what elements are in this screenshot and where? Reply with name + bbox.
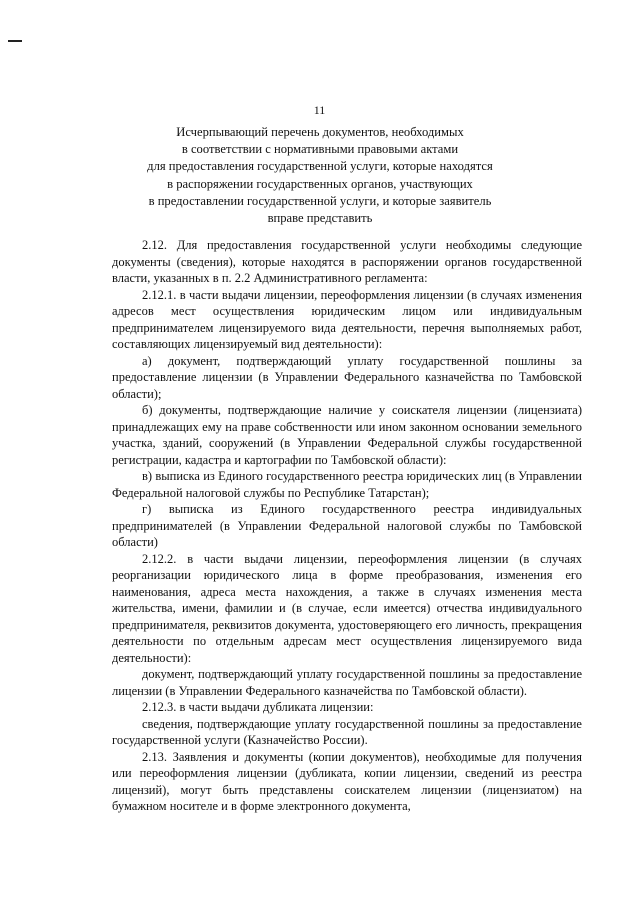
paragraph-2-12-3: 2.12.3. в части выдачи дубликата лицензии:: [142, 700, 374, 714]
scan-artifact-mark: [8, 40, 22, 42]
heading-line: для предоставления государственной услуги, которые находятся: [147, 159, 493, 174]
heading-line: вправе представить: [267, 211, 373, 226]
paragraph-2-12: 2.12. Для предоставления государственной услуги необходимы следующие документы (сведения), которые находятся в распоряжении органов государственной власти, указанных в п. 2.2 Административного регламента:: [112, 238, 582, 285]
section-heading: [110, 124, 530, 227]
document-body: [112, 237, 582, 815]
paragraph-item-b: б) документы, подтверждающие наличие у соискателя лицензии (лицензиата) принадлежащих ему на праве собственности или ином законном основании земельного участка, зданий, сооружений (в Управлении Федеральной службы государственной регистрации, кадастра и картографии по Тамбовской области):: [112, 403, 582, 467]
heading-line: в соответствии с нормативными правовыми актами: [181, 142, 459, 157]
paragraph-fee-info: сведения, подтверждающие уплату государственной пошлины за предоставление государственной услуги (Казначейство России).: [112, 716, 582, 747]
heading-line: в предоставлении государственной услуги, и которые заявитель: [148, 193, 492, 208]
paragraph-2-13: 2.13. Заявления и документы (копии документов), необходимые для получения или переоформления лицензии (дубликата, копии лицензии, сведений из реестра лицензий), могут быть представлены соискателем лицензии (лицензиатом) на бумажном носителе и в форме электронного документа,: [112, 749, 582, 813]
paragraph-2-12-2: 2.12.2. в части выдачи лицензии, переоформления лицензии (в случаях реорганизации юридического лица в форме преобразования, изменения его наименования, адреса места нахождения, а также в случаях изменения места жительства, имени, фамилии и (в случае, если имеется) отчества индивидуального предпринимателя, реквизитов документа, удостоверяющего его личность, прекращения деятельности по отдельным адресам мест осуществления лицензируемого вида деятельности):: [112, 551, 582, 665]
paragraph-fee-document: документ, подтверждающий уплату государственной пошлины за предоставление лицензии (в Управлении Федерального казначейства по Тамбовской области).: [112, 667, 582, 698]
page-number: 11: [313, 103, 326, 117]
paragraph-item-g: г) выписка из Единого государственного реестра индивидуальных предпринимателей (в Управлении Федеральной налоговой службы по Тамбовской области): [112, 502, 582, 549]
heading-line: Исчерпывающий перечень документов, необходимых: [176, 125, 464, 139]
paragraph-item-v: в) выписка из Единого государственного реестра юридических лиц (в Управлении Федеральной налоговой службы по Республике Татарстан);: [112, 469, 582, 500]
heading-line: в распоряжении государственных органов, участвующих: [167, 176, 473, 191]
paragraph-item-a: а) документ, подтверждающий уплату государственной пошлины за предоставление лицензии (в Управлении Федерального казначейства по Тамбовской области);: [112, 353, 582, 401]
paragraph-2-12-1: 2.12.1. в части выдачи лицензии, переоформления лицензии (в случаях изменения адресов мест осуществления юридическим лицом или индивидуальным предпринимателем лицензируемого вида деятельности, перечня выполняемых работ, составляющих лицензируемый вид деятельности):: [112, 287, 582, 351]
